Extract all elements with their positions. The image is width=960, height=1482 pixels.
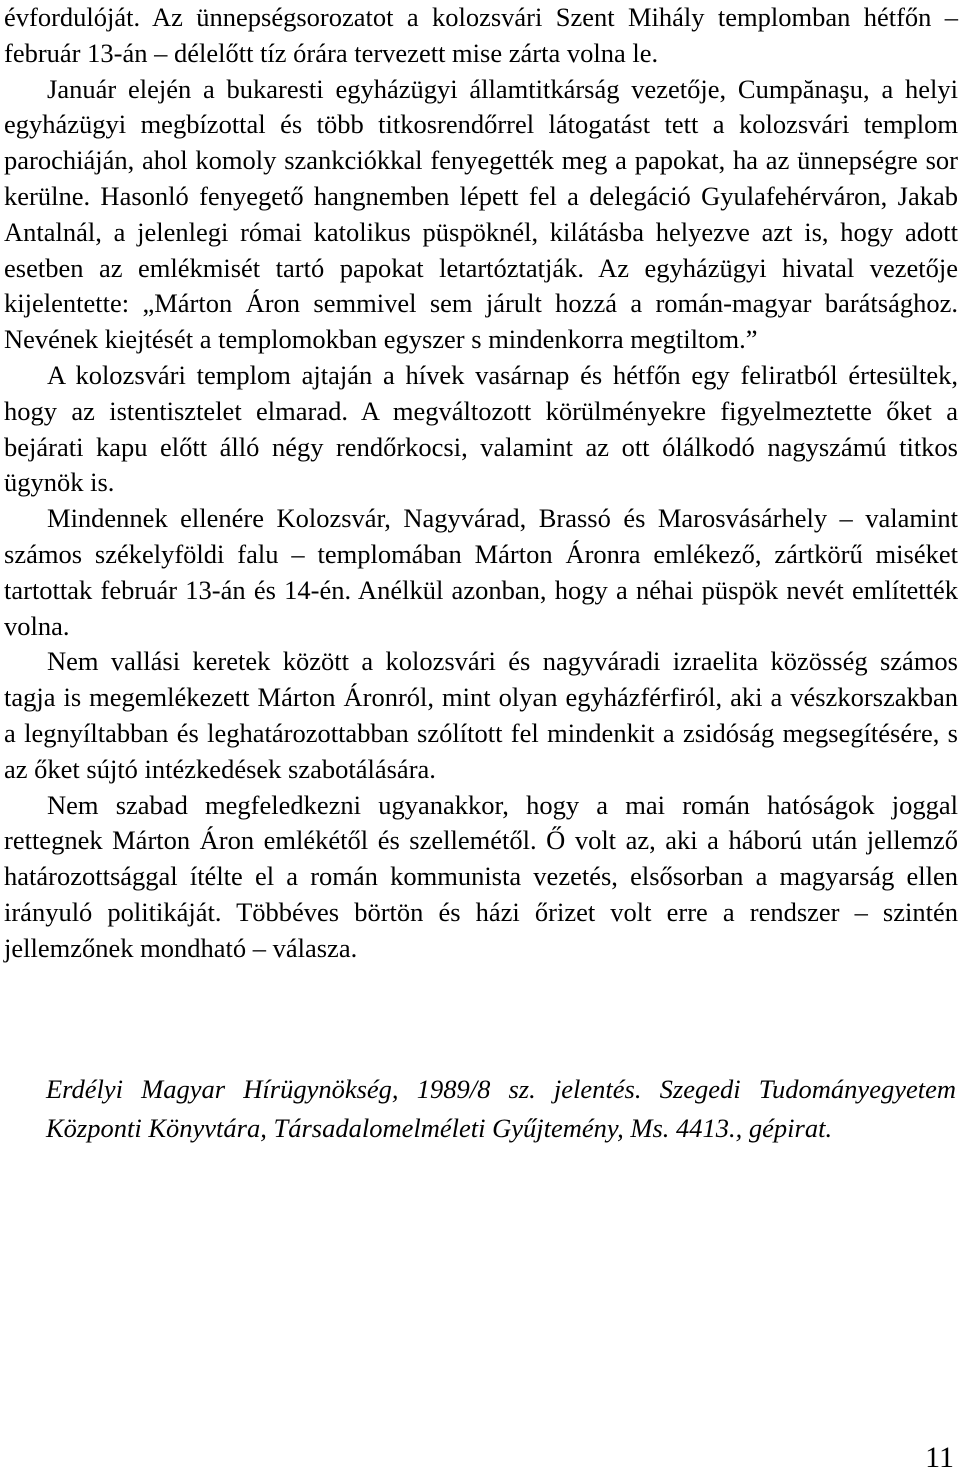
paragraph-2: Január elején a bukaresti egyházügyi államtitkárság vezetője, Cumpănaşu, a helyi egyházügyi megbízottal és több titkosrendőrrel látogatást tett a kolozsvári templom parochiáján, ahol komoly szankciókkal fenyegették meg a papokat, ha az ünnepségre sor kerülne. Hasonló fenyegető hangnemben lépett fel a delegáció Gyulafehérváron, Jakab Antalnál, a jelenlegi római katolikus püspöknél, kilátásba helyezve azt is, hogy adott esetben az emlékmisét tartó papokat letartóztatják. Az egyházügyi hivatal vezetője kijelentette: „Márton Áron semmivel sem járult hozzá a román-magyar barátsághoz. Nevének kiejtését a templomokban egyszer s mindenkorra megtiltom.” [4,73,958,355]
paragraph-3: A kolozsvári templom ajtaján a hívek vasárnap és hétfőn egy feliratból értesültek, hogy az istentisztelet elmarad. A megváltozott körülményekre figyelmeztette őket a bejárati kapu előtt álló négy rendőrkocsi, valamint az ott ólálkodó nagyszámú titkos ügynök is. [4,359,958,498]
paragraph-6: Nem szabad megfeledkezni ugyanakkor, hogy a mai román hatóságok joggal rettegnek Márton Áron emlékétől és szellemétől. Ő volt az, aki a háború után jellemző határozottsággal ítélte el a román kommunista vezetés, elsősorban a magyarság ellen irányuló politikáját. Többéves börtön és házi őrizet volt erre a rendszer – szintén jellemzőnek mondható – válasza. [4,789,958,963]
paragraph-1: évfordulóját. Az ünnepségsorozatot a kolozsvári Szent Mihály templomban hétfőn – február 13-án – délelőtt tíz órára tervezett mise zárta volna le. [4,2,958,68]
source-citation: Erdélyi Magyar Hírügynökség, 1989/8 sz. jelentés. Szegedi Tudományegyetem Központi Könyvtára, Társadalomelméleti Gyűjtemény, Ms. 4413., gépirat. [46,1074,956,1143]
page-number: 11 [925,1441,954,1474]
paragraph-4: Mindennek ellenére Kolozsvár, Nagyvárad, Brassó és Marosvásárhely – valamint számos székelyföldi falu – templomában Márton Áronra emlékező, zártkörű miséket tartottak február 13-án és 14-én. Anélkül azonban, hogy a néhai püspök nevét említették volna. [4,503,958,641]
body-text [4,0,958,967]
paragraph-5: Nem vallási keretek között a kolozsvári és nagyváradi izraelita közösség számos tagja is megemlékezett Márton Áronról, mint olyan egyházférfiról, aki a vészkorszakban a legnyíltabban és leghatározottabban szólított fel mindenkit a zsidóság megsegítésére, s az őket sújtó intézkedések szabotálására. [4,646,958,784]
